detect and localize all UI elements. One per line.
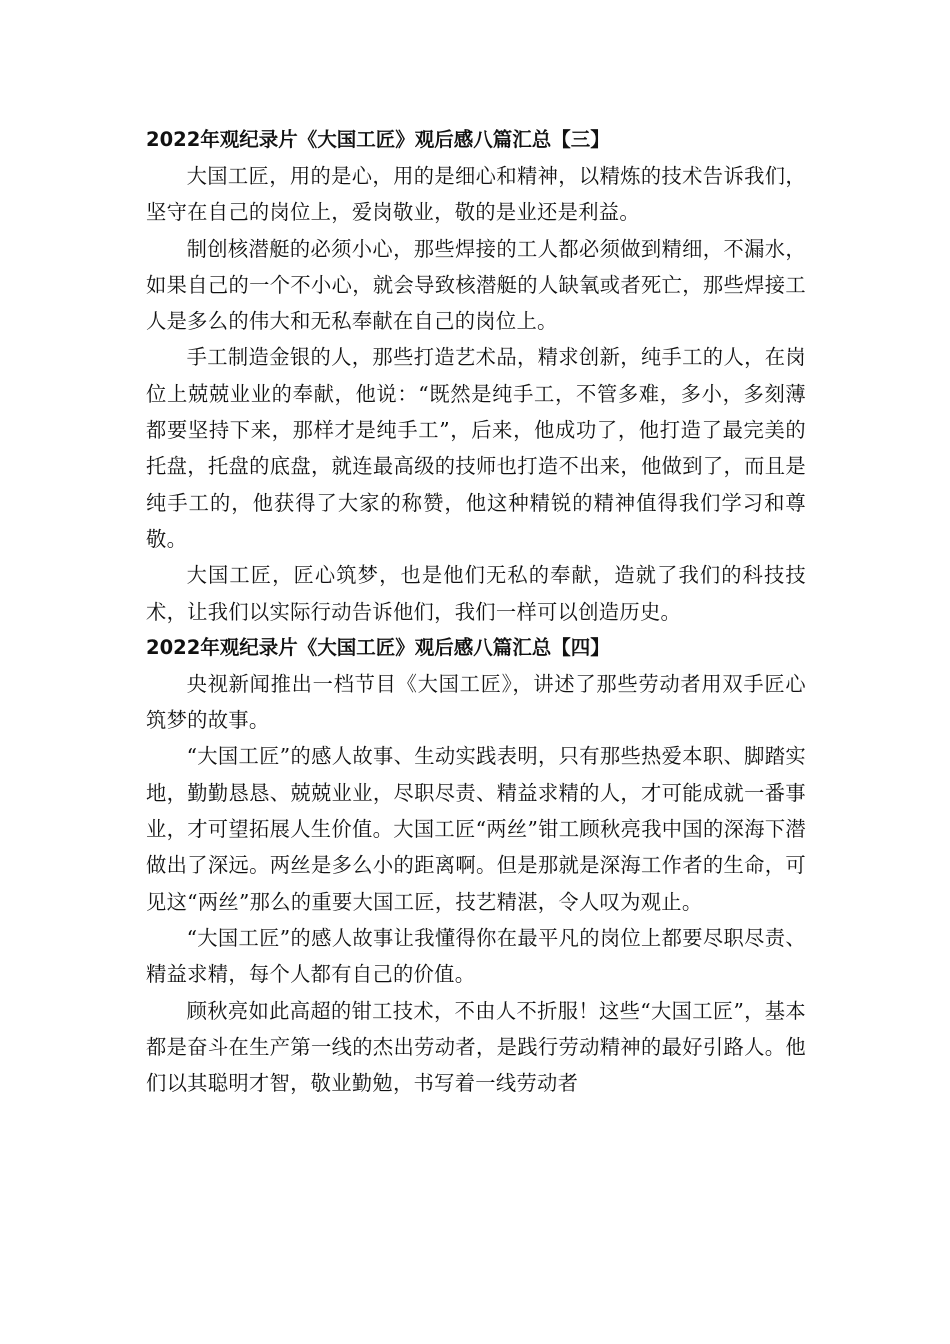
section-4-paragraph-4: 顾秋亮如此高超的钳工技术，不由人不折服！这些“大国工匠”，基本都是奋斗在生产第一线的杰出劳动者，是践行劳动精神的最好引路人。他们以其聪明才智，敬业勤勉，书写着一线劳动者 <box>146 998 806 1096</box>
section-3-title: 2022年观纪录片《大国工匠》观后感八篇汇总【三】 <box>146 128 610 151</box>
document-page <box>146 122 806 1101</box>
section-4-paragraph-2: “大国工匠”的感人故事、生动实践表明，只有那些热爱本职、脚踏实地，勤勤恳恳、兢兢业业，尽职尽责、精益求精的人，才可能成就一番事业，才可望拓展人生价值。大国工匠“两丝”钳工顾秋亮我中国的深海下潜做出了深远。两丝是多么小的距离啊。但是那就是深海工作者的生命，可见这“两丝”那么的重要大国工匠，技艺精湛，令人叹为观止。 <box>146 744 806 914</box>
section-4-title: 2022年观纪录片《大国工匠》观后感八篇汇总【四】 <box>146 635 610 659</box>
section-3-paragraph-3: 手工制造金银的人，那些打造艺术品，精求创新，纯手工的人，在岗位上兢兢业业的奉献，他说：“既然是纯手工，不管多难，多小，多刻薄都要坚持下来，那样才是纯手工”，后来，他成功了，他打造了最完美的托盘，托盘的底盘，就连最高级的技师也打造不出来，他做到了，而且是纯手工的，他获得了大家的称赞，他这种精锐的精神值得我们学习和尊敬。 <box>146 345 806 551</box>
section-3-paragraph-4: 大国工匠，匠心筑梦，也是他们无私的奉献，造就了我们的科技技术，让我们以实际行动告诉他们，我们一样可以创造历史。 <box>146 563 806 624</box>
section-3-paragraph-2: 制创核潜艇的必须小心，那些焊接的工人都必须做到精细，不漏水，如果自己的一个不小心，就会导致核潜艇的人缺氧或者死亡，那些焊接工人是多么的伟大和无私奉献在自己的岗位上。 <box>146 236 806 334</box>
section-4-paragraph-1: 央视新闻推出一档节目《大国工匠》，讲述了那些劳动者用双手匠心筑梦的故事。 <box>146 671 806 733</box>
section-3-paragraph-1: 大国工匠，用的是心，用的是细心和精神，以精炼的技术告诉我们，坚守在自己的岗位上，爱岗敬业，敬的是业还是利益。 <box>146 164 806 225</box>
section-4-paragraph-3: “大国工匠”的感人故事让我懂得你在最平凡的岗位上都要尽职尽责、精益求精，每个人都有自己的价值。 <box>146 925 806 987</box>
